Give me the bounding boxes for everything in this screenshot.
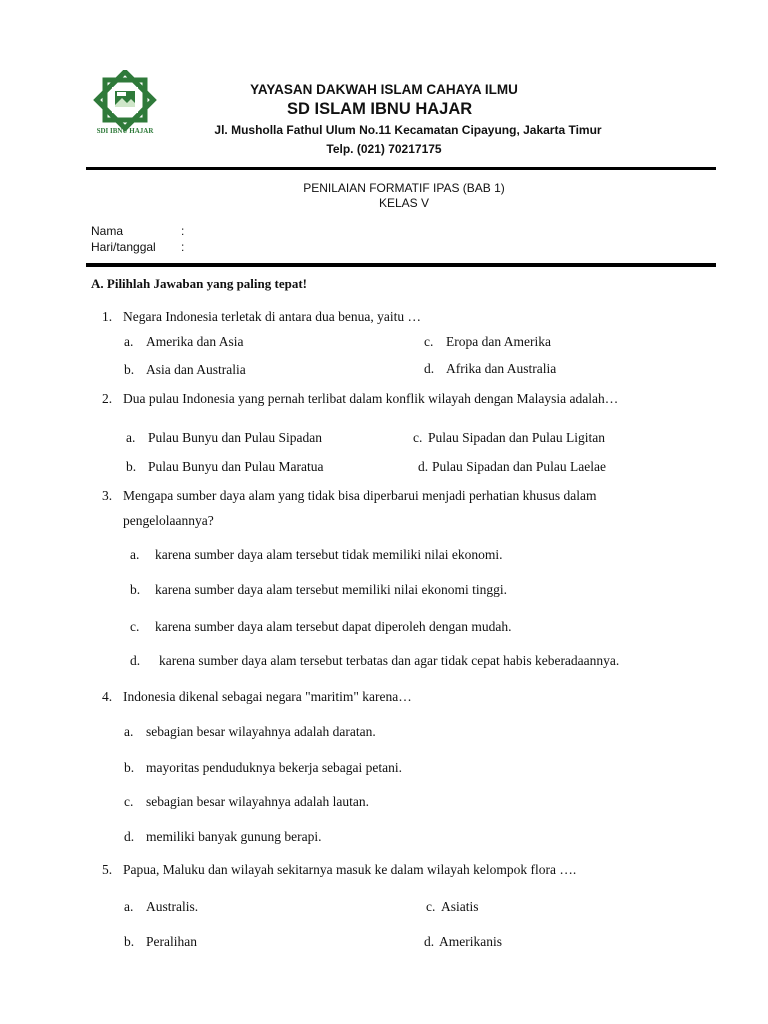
- identity-divider: [86, 263, 716, 267]
- option-letter: d.: [424, 361, 435, 376]
- name-label: Nama: [91, 224, 124, 238]
- question-text: Dua pulau Indonesia yang pernah terlibat dalam konflik wilayah dengan Malaysia adalah…: [123, 391, 619, 406]
- option-letter: c.: [130, 619, 140, 634]
- question-number: 5.: [102, 862, 113, 877]
- option-text: Asia dan Australia: [146, 362, 246, 377]
- option-text: memiliki banyak gunung berapi.: [146, 829, 322, 844]
- logo-caption: SDI IBNU HAJAR: [96, 127, 154, 135]
- question-number: 2.: [102, 391, 113, 406]
- option-text: sebagian besar wilayahnya adalah lautan.: [146, 794, 370, 809]
- exam-title: PENILAIAN FORMATIF IPAS (BAB 1): [303, 181, 505, 195]
- option-text: Pulau Bunyu dan Pulau Sipadan: [148, 430, 322, 445]
- option-letter: a.: [124, 899, 134, 914]
- option-letter: b.: [124, 934, 135, 949]
- option-letter: c.: [124, 794, 134, 809]
- option-text: karena sumber daya alam tersebut dapat diperoleh dengan mudah.: [155, 619, 512, 634]
- question-text-continued: pengelolaannya?: [123, 513, 214, 528]
- option-letter: d.: [124, 829, 135, 844]
- option-text: sebagian besar wilayahnya adalah daratan.: [146, 724, 376, 739]
- question-number: 3.: [102, 488, 113, 503]
- option-text: Amerika dan Asia: [146, 334, 244, 349]
- school-address: Jl. Musholla Fathul Ulum No.11 Kecamatan Cipayung, Jakarta Timur: [214, 123, 602, 137]
- school-phone: Telp. (021) 70217175: [326, 142, 442, 156]
- option-text: Pulau Sipadan dan Pulau Laelae: [432, 459, 606, 474]
- option-text: Eropa dan Amerika: [446, 334, 551, 349]
- option-letter: a.: [124, 724, 134, 739]
- question-text: Mengapa sumber daya alam yang tidak bisa diperbarui menjadi perhatian khusus dalam: [123, 488, 597, 503]
- name-colon: :: [181, 224, 185, 238]
- question-number: 4.: [102, 689, 113, 704]
- school-name: SD ISLAM IBNU HAJAR: [287, 100, 473, 118]
- option-letter: d.: [424, 934, 435, 949]
- option-letter: b.: [124, 760, 135, 775]
- option-letter: b.: [124, 362, 135, 377]
- option-letter: d.: [418, 459, 429, 474]
- exam-class: KELAS V: [378, 196, 430, 210]
- option-text: Asiatis: [441, 899, 479, 914]
- option-letter: b.: [126, 459, 137, 474]
- option-text: Peralihan: [146, 934, 197, 949]
- option-text: Afrika dan Australia: [446, 361, 557, 376]
- option-text: karena sumber daya alam tersebut tidak memiliki nilai ekonomi.: [155, 547, 503, 562]
- section-a-instruction: A. Pilihlah Jawaban yang paling tepat!: [91, 276, 307, 291]
- option-text: Amerikanis: [439, 934, 502, 949]
- question-text: Indonesia dikenal sebagai negara "maritim" karena…: [123, 689, 412, 704]
- option-text: Pulau Sipadan dan Pulau Ligitan: [428, 430, 605, 445]
- option-letter: b.: [130, 582, 141, 597]
- question-text: Papua, Maluku dan wilayah sekitarnya masuk ke dalam wilayah kelompok flora ….: [123, 862, 577, 877]
- option-letter: c.: [413, 430, 423, 445]
- date-colon: :: [181, 240, 185, 254]
- option-letter: c.: [424, 334, 434, 349]
- option-letter: a.: [124, 334, 134, 349]
- header-divider: [86, 167, 716, 170]
- option-text: Australis.: [146, 899, 199, 914]
- question-text: Negara Indonesia terletak di antara dua benua, yaitu …: [123, 309, 421, 324]
- question-number: 1.: [102, 309, 113, 324]
- option-letter: a.: [130, 547, 140, 562]
- option-letter: a.: [126, 430, 136, 445]
- option-letter: d.: [130, 653, 141, 668]
- date-label: Hari/tanggal: [91, 240, 156, 254]
- option-text: karena sumber daya alam tersebut memiliki nilai ekonomi tinggi.: [155, 582, 508, 597]
- option-text: karena sumber daya alam tersebut terbatas dan agar tidak cepat habis keberadaannya.: [159, 653, 620, 668]
- option-text: mayoritas penduduknya bekerja sebagai petani.: [146, 760, 403, 775]
- foundation-name: YAYASAN DAKWAH ISLAM CAHAYA ILMU: [250, 82, 518, 97]
- option-text: Pulau Bunyu dan Pulau Maratua: [148, 459, 324, 474]
- option-letter: c.: [426, 899, 436, 914]
